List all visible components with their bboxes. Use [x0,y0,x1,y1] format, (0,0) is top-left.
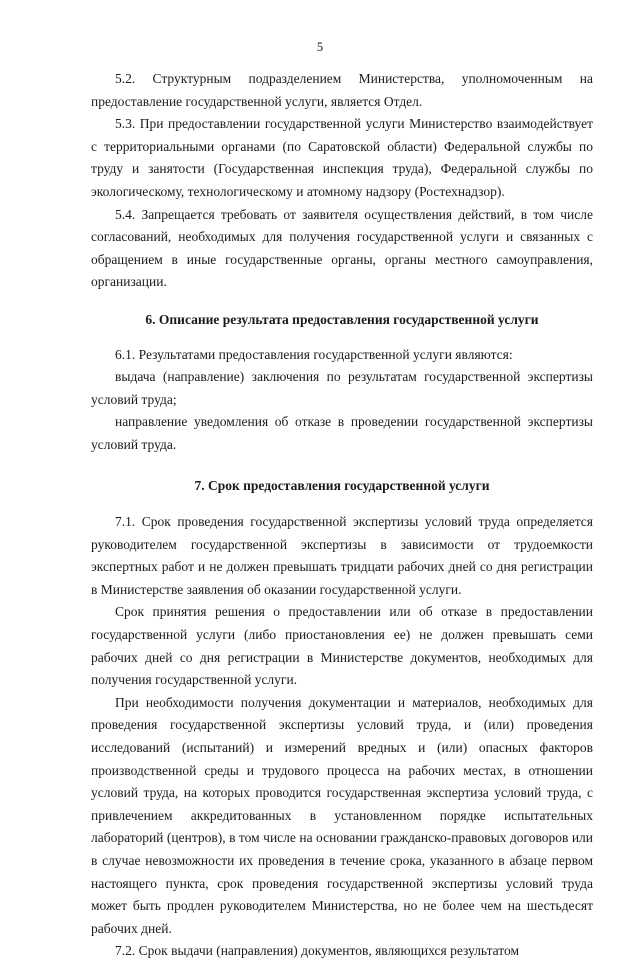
paragraph-6-1-item-2: направление уведомления об отказе в проведении государственной экспертизы условий труда. [91,414,593,452]
paragraph-5-3: 5.3. При предоставлении государственной услуги Министерство взаимодействует с территориальными органами (по Саратовской области) Федеральной службы по труду и занятости (Государственная инспекция труда), Федеральной службы по экологическому, технологическому и атомному надзору (Ростехнадзор). [91,116,593,199]
paragraph-5-2: 5.2. Структурным подразделением Министерства, уполномоченным на предоставление государственной услуги, является Отдел. [91,71,593,109]
document-body [91,68,593,963]
paragraph-7-2: 7.2. Срок выдачи (направления) документов, являющихся результатом [115,943,520,959]
section-heading-6: 6. Описание результата предоставления государственной услуги [145,311,539,327]
page-number: 5 [316,40,324,54]
paragraph-7-1-third: При необходимости получения документации и материалов, необходимых для проведения государственной экспертизы условий труда, и (или) проведения исследований (испытаний) и измерений вредных и (или) опасных факторов производственной среды и трудового процесса на рабочих местах, в отношении условий труда, на которых проводится государственная экспертиза условий труда, с привлечением аккредитованных в установленном порядке испытательных лабораторий (центров), в том числе на основании гражданско-правовых договоров или в случае невозможности их проведения в течение срока, указанного в абзаце первом настоящего пункта, срок проведения государственной экспертизы условий труда может быть продлен руководителем Министерства, но не более чем на шестьдесят рабочих дней. [91,694,593,936]
paragraph-6-1: 6.1. Результатами предоставления государственной услуги являются: [115,346,513,362]
paragraph-7-1-second: Срок принятия решения о предоставлении или об отказе в предоставлении государственной услуги (либо приостановления ее) не должен превышать семи рабочих дней со дня регистрации в Министерстве документов, необходимых для получения государственной услуги. [91,604,593,688]
paragraph-5-4: 5.4. Запрещается требовать от заявителя осуществления действий, в том числе согласований, необходимых для получения государственной услуги и связанных с обращением в иные государственные органы, органы местного самоуправления, организации. [91,206,593,290]
paragraph-6-1-item-1: выдача (направление) заключения по результатам государственной экспертизы условий труда; [91,369,593,407]
section-heading-7: 7. Срок предоставления государственной услуги [194,477,490,493]
paragraph-7-1: 7.1. Срок проведения государственной экспертизы условий труда определяется руководителем государственной экспертизы в зависимости от трудоемкости экспертных работ и не должен превышать тридцати рабочих дней со дня регистрации в Министерстве заявления об оказании государственной услуги. [91,514,593,597]
